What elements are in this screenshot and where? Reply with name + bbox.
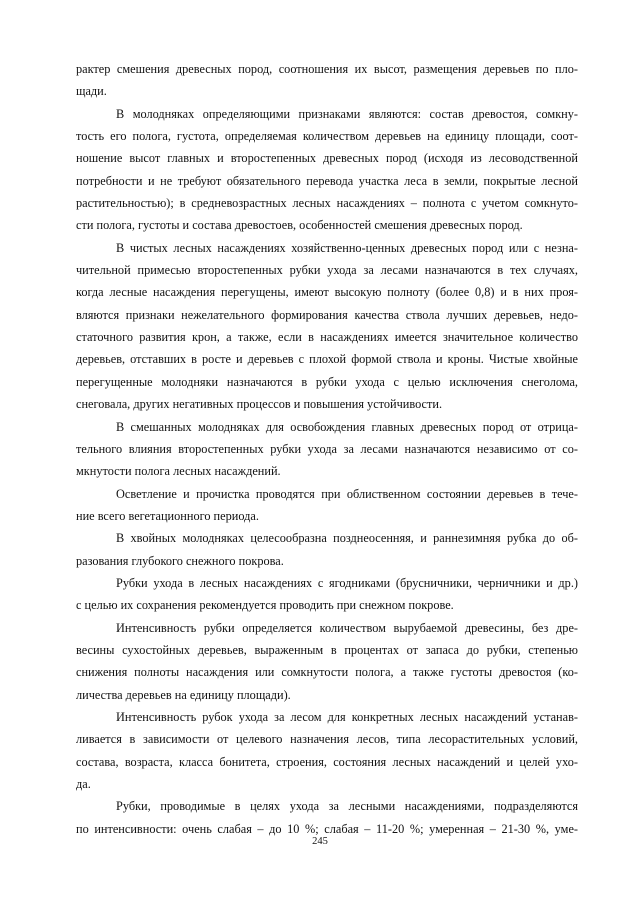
text-line: да. xyxy=(76,777,91,791)
text-line: Интенсивность рубок ухода за лесом для конкретных лесных насаждений устанав- xyxy=(116,709,578,724)
text-line: по интенсивности: очень слабая – до 10 %; слабая – 11-20 %; умеренная – 21-30 %, уме- xyxy=(76,821,578,836)
text-line: вляются признаки нежелательного формирования качества ствола лучших деревьев, недо- xyxy=(76,307,578,322)
paragraph-9 xyxy=(76,706,578,795)
document-body xyxy=(76,58,578,840)
text-line: перегущенные молодняки назначаются в рубки ухода с целью исключения снеголома, xyxy=(76,374,578,389)
text-line: ние всего вегетационного периода. xyxy=(76,508,259,523)
page-number: 245 xyxy=(312,836,328,847)
text-line: тость его полога, густота, определяемая количеством деревьев на единицу площади, соот- xyxy=(76,129,578,144)
text-line: весины сухостойных деревьев, выраженным в процентах от запаса до рубки, степенью xyxy=(76,642,578,657)
paragraph-5 xyxy=(76,483,578,528)
text-line: В чистых лесных насаждениях хозяйственно-ценных древесных пород или с незна- xyxy=(116,240,578,255)
text-line: Рубки, проводимые в целях ухода за лесными насаждениями, подразделяются xyxy=(116,799,578,814)
text-line: статочного развития крон, а также, если в насаждениях имеется значительное количество xyxy=(76,330,578,345)
text-line: когда лесные насаждения перегущены, имеют высокую полноту (более 0,8) и в них проя- xyxy=(76,285,578,300)
text-line: тельного влияния второстепенных рубки ухода за лесами назначаются независимо от со- xyxy=(76,441,578,456)
text-line: сти полога, густоты и состава древостоев, особенностей смешения древесных пород. xyxy=(76,218,523,233)
text-line: разования глубокого снежного покрова. xyxy=(76,553,284,568)
text-line: рактер смешения древесных пород, соотношения их высот, размещения деревьев по пло- xyxy=(76,62,578,76)
paragraph-3 xyxy=(76,237,578,416)
text-line: Рубки ухода в лесных насаждениях с ягодниками (брусничники, черничники и др.) xyxy=(116,575,578,590)
text-line: мкнутости полога лесных насаждений. xyxy=(76,464,281,479)
text-line: Осветление и прочистка проводятся при облиственном состоянии деревьев в тече- xyxy=(116,486,578,501)
text-line: В хвойных молодняках целесообразна позднеосенняя, и раннезимняя рубка до об- xyxy=(116,531,578,546)
text-line: снеговала, других негативных процессов и повышения устойчивости. xyxy=(76,397,443,412)
paragraph-7 xyxy=(76,572,578,617)
text-line: ношение высот главных и второстепенных древесных пород (исходя из лесоводственной xyxy=(76,151,578,166)
text-line: растительностью); в средневозрастных лесных насаждениях – полнота с учетом сомкнуто- xyxy=(76,196,578,211)
text-line: с целью их сохранения рекомендуется проводить при снежном покрове. xyxy=(76,598,454,613)
text-line: В смешанных молодняках для освобождения главных древесных пород от отрица- xyxy=(116,419,578,434)
paragraph-2 xyxy=(76,103,578,237)
text-line: чительной примесью второстепенных рубки ухода за лесами назначаются в тех случаях, xyxy=(76,263,578,278)
text-line: деревьев, отставших в росте и деревьев с плохой формой ствола и кроны. Чистые хвойные xyxy=(76,352,578,367)
text-line: потребности и не требуют обязательного перевода участка леса в земли, покрытые лесной xyxy=(76,173,578,188)
text-line: щади. xyxy=(76,84,107,99)
paragraph-6 xyxy=(76,527,578,572)
paragraph-1 xyxy=(76,58,578,103)
text-line: Интенсивность рубки определяется количеством вырубаемой древесины, без дре- xyxy=(116,620,578,635)
paragraph-8 xyxy=(76,617,578,706)
text-line: снижения полноты насаждения или сомкнутости полога, а также густоты древостоя (ко- xyxy=(76,665,578,680)
text-line: состава, возраста, класса бонитета, строения, состояния лесных насаждений и целей ухо- xyxy=(76,754,578,769)
text-line: ливается в зависимости от целевого назначения лесов, типа лесорастительных условий, xyxy=(76,732,578,747)
text-line: личества деревьев на единицу площади). xyxy=(76,687,291,702)
paragraph-10 xyxy=(76,795,578,840)
text-line: В молодняках определяющими признаками являются: состав древостоя, сомкну- xyxy=(116,106,578,121)
paragraph-4 xyxy=(76,416,578,483)
